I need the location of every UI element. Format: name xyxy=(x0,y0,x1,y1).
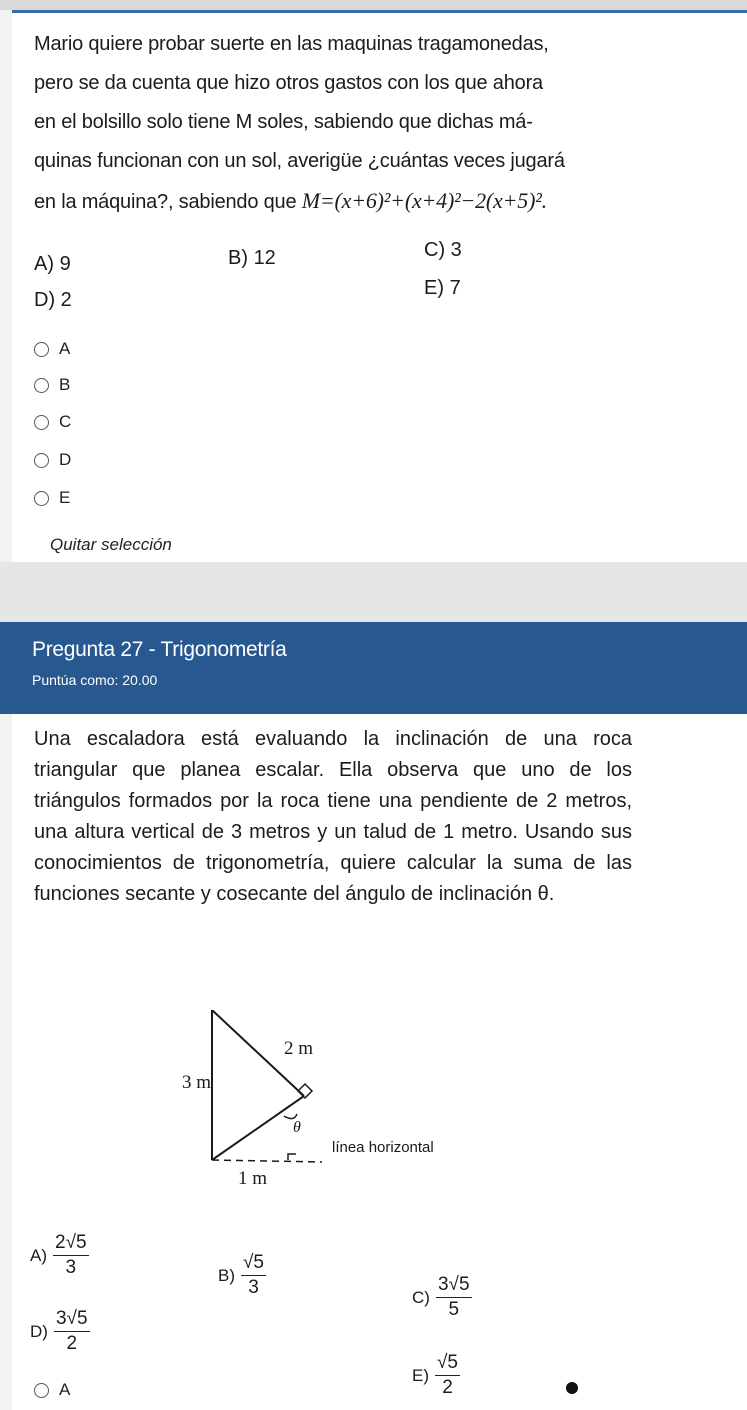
base-side xyxy=(212,1096,304,1160)
option-d: D) 2 xyxy=(34,289,72,311)
fraction: $\frac{3√5}{2}$ xyxy=(55,1308,88,1354)
radio-c[interactable]: C xyxy=(34,410,71,434)
answer-b: B) $\frac{√5}{3}$ xyxy=(218,1252,264,1298)
radio-circle[interactable] xyxy=(34,1383,49,1398)
clear-selection-link[interactable]: Quitar selección xyxy=(50,535,172,554)
fraction: $\frac{2√5}{3}$ xyxy=(55,1232,87,1278)
vertical-label: 3 m xyxy=(182,1072,212,1093)
answer-d: D) $\frac{3√5}{2}$ xyxy=(30,1308,88,1354)
question-27-statement: Una escaladora está evaluando la inclinación de una roca triangular que planea escalar. Ella observa que uno de los triángulos formados por la roca tiene una pendiente de 2 metros, una altura vertical de 3 metros y un talud de 1 metro. Usando sus conocimientos de trigonometría, quiere calcular la suma de las funciones secante y cosecante del ángulo de inclinación θ. xyxy=(34,728,632,905)
question-title: Pregunta 27 - Trigonometría xyxy=(32,638,287,661)
horizontal-line-label: línea horizontal xyxy=(332,1139,434,1156)
answer-a: A) $\frac{2√5}{3}$ xyxy=(30,1232,87,1278)
formula: M=(x+6)²+(x+4)²−2(x+5)². xyxy=(301,188,547,213)
question-27-card xyxy=(12,714,747,1410)
radio-circle[interactable] xyxy=(34,453,49,468)
answer-c: C) $\frac{3√5}{5}$ xyxy=(412,1274,470,1320)
answer-e: E) $\frac{√5}{2}$ xyxy=(412,1352,458,1398)
top-strip xyxy=(0,0,747,10)
radio-a[interactable]: A xyxy=(34,337,70,361)
triangle-diagram xyxy=(172,1010,472,1210)
angle-arc xyxy=(284,1114,297,1119)
q27-radio-a[interactable]: A xyxy=(34,1378,70,1402)
question-26-card xyxy=(12,10,747,565)
question-27-header xyxy=(0,622,747,714)
fraction: $\frac{3√5}{5}$ xyxy=(437,1274,470,1320)
question-score: Puntúa como: 20.00 xyxy=(32,672,158,688)
option-e: E) 7 xyxy=(424,277,461,299)
cursor-dot xyxy=(566,1382,578,1394)
radio-circle[interactable] xyxy=(34,342,49,357)
radio-circle[interactable] xyxy=(34,415,49,430)
radio-circle[interactable] xyxy=(34,378,49,393)
radio-d[interactable]: D xyxy=(34,448,71,472)
option-b: B) 12 xyxy=(228,247,276,269)
option-a: A) 9 xyxy=(34,253,71,275)
theta-label: θ xyxy=(293,1119,301,1136)
option-c: C) 3 xyxy=(424,239,462,261)
radio-circle[interactable] xyxy=(34,491,49,506)
hyp-label: 2 m xyxy=(284,1038,314,1059)
separator xyxy=(0,562,747,622)
base-label: 1 m xyxy=(238,1168,268,1189)
fraction: $\frac{√5}{3}$ xyxy=(243,1252,264,1298)
radio-e[interactable]: E xyxy=(34,486,70,510)
small-angle-marker xyxy=(288,1154,296,1160)
horizontal-dashed-line xyxy=(212,1160,322,1162)
radio-b[interactable]: B xyxy=(34,373,70,397)
fraction: $\frac{√5}{2}$ xyxy=(437,1352,458,1398)
question-26-statement: Mario quiere probar suerte en las maquinas tragamonedas, pero se da cuenta que hizo otros gastos con los que ahora en el bolsillo solo tiene M soles, sabiendo que dichas má- quinas funcionan con un sol, averigüe ¿cuántas veces jugará en la máquina?, sabiendo que M=(x+6)²+(x+4)²−2(x+5)². xyxy=(34,33,565,213)
